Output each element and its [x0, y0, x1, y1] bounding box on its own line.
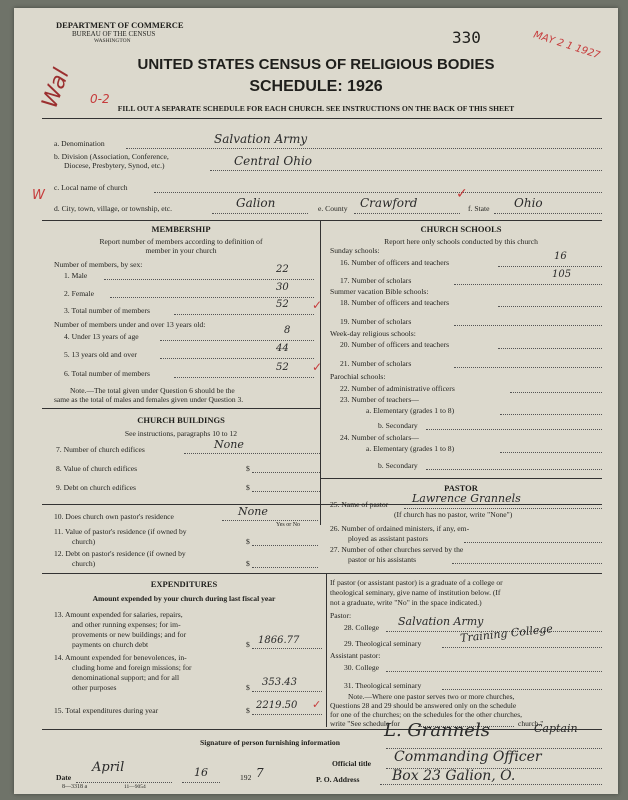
q8-dollar: $	[246, 464, 250, 473]
membership-bottom-rule	[42, 408, 320, 409]
q4-line	[160, 340, 314, 341]
date-day-value: 16	[194, 766, 208, 779]
membership-note-1: Note.—The total given under Question 6 should be the	[70, 386, 235, 395]
q11-label-1: 11. Value of pastor's residence (if owned by	[54, 527, 187, 536]
q22-line	[510, 392, 602, 393]
q18-label: 18. Number of officers and teachers	[340, 298, 450, 307]
q6-line	[174, 377, 314, 378]
city-label: d. City, town, village, or township, etc.	[54, 204, 173, 213]
parochial-schools-label: Parochial schools:	[330, 372, 386, 381]
date-year-digit: 7	[256, 766, 264, 780]
city-line	[212, 213, 308, 214]
signature-value: L. Grannels	[384, 720, 490, 741]
q4-label: 4. Under 13 years of age	[64, 332, 139, 341]
q4-value: 8	[284, 325, 291, 336]
pastor-note-5: church."	[518, 719, 544, 728]
state-label: f. State	[468, 204, 490, 213]
q15-label: 15. Total expenditures during year	[54, 706, 159, 715]
q13-label-4: payments on church debt	[72, 640, 149, 649]
q20-label: 20. Number of officers and teachers	[340, 340, 450, 349]
q14-label-4: other purposes	[72, 683, 117, 692]
signature-label: Signature of person furnishing information	[200, 738, 340, 747]
q18-line	[498, 306, 602, 307]
q23a-line	[500, 414, 602, 415]
q24-label: 24. Number of scholars—	[340, 433, 419, 442]
graduate-note-1: If pastor (or assistant pastor) is a graduate of a college or	[330, 578, 503, 587]
date-month-value: April	[92, 760, 125, 775]
date-day-line	[182, 782, 220, 783]
q13-line	[252, 648, 322, 649]
official-title-value: Commanding Officer	[394, 749, 542, 765]
age-intro-label: Number of members under and over 13 years old:	[54, 320, 206, 329]
q6-check-mark: ✓	[312, 360, 323, 374]
q21-label: 21. Number of scholars	[340, 359, 412, 368]
q12-label-1: 12. Debt on pastor's residence (if owned by	[54, 549, 186, 558]
membership-title: MEMBERSHIP	[151, 224, 211, 234]
q19-line	[454, 325, 602, 326]
pastor-note-3: for one of the churches; on the schedules for the other churches,	[330, 710, 523, 719]
division-label-1: b. Division (Association, Conference,	[54, 152, 169, 161]
q26-label-2: ployed as assistant pastors	[348, 534, 428, 543]
sunday-schools-label: Sunday schools:	[330, 246, 380, 255]
q3-check-mark: ✓	[312, 298, 323, 312]
vacation-schools-label: Summer vacation Bible schools:	[330, 287, 429, 296]
weekday-schools-label: Week-day religious schools:	[330, 329, 416, 338]
po-address-value: Box 23 Galion, O.	[392, 768, 516, 784]
q30-label: 30. College	[344, 663, 380, 672]
q23a-label: a. Elementary (grades 1 to 8)	[366, 406, 455, 415]
signature-rank: Captain	[534, 722, 578, 735]
q17-line	[454, 284, 602, 285]
q23b-label: b. Secondary	[378, 421, 418, 430]
q2-label: 2. Female	[64, 289, 94, 298]
q26-line	[464, 542, 602, 543]
q3-line	[174, 314, 314, 315]
footer-top-rule	[42, 729, 602, 730]
q29-label: 29. Theological seminary	[344, 639, 422, 648]
county-value: Crawford	[360, 196, 418, 210]
expenditures-intro: Amount expended by your church during last fiscal year	[92, 594, 276, 603]
division-value: Central Ohio	[234, 154, 313, 168]
q28-label: 28. College	[344, 623, 380, 632]
code-annotation: 0-2	[90, 92, 110, 106]
city-value: Galion	[236, 196, 276, 210]
pastor-title: PASTOR	[444, 483, 478, 493]
q11-label-2: church)	[72, 537, 96, 546]
q14-label-3: denominational support; and for all	[72, 673, 180, 682]
q10-yes-no-hint: Yes or No	[276, 522, 301, 528]
q13-value: 1866.77	[258, 635, 300, 646]
po-address-label: P. O. Address	[316, 775, 360, 784]
q5-label: 5. 13 years old and over	[64, 350, 137, 359]
q25-label: 25. Name of pastor	[330, 500, 389, 509]
q7-value: None	[214, 438, 244, 451]
lower-section-rule	[42, 573, 602, 574]
q3-label: 3. Total number of members	[64, 306, 151, 315]
q14-value: 353.43	[262, 677, 297, 688]
local-name-label: c. Local name of church	[54, 183, 128, 192]
expenditures-title: EXPENDITURES	[150, 579, 218, 589]
q5-line	[160, 358, 314, 359]
q11-dollar: $	[246, 537, 250, 546]
q8-label: 8. Value of church edifices	[56, 464, 138, 473]
q25-note: (If church has no pastor, write "None")	[394, 510, 513, 519]
buildings-intro: See instructions, paragraphs 10 to 12	[124, 429, 238, 438]
q17-label: 17. Number of scholars	[340, 276, 412, 285]
q21-line	[454, 367, 602, 368]
q3-value: 52	[276, 299, 289, 310]
q24b-label: b. Secondary	[378, 461, 418, 470]
q25-line	[404, 508, 602, 509]
q10-line	[222, 520, 318, 521]
q23b-line	[426, 429, 602, 430]
schools-bottom-rule	[320, 478, 602, 479]
q16-value: 16	[554, 251, 567, 262]
q24a-line	[500, 452, 602, 453]
census-schedule-sheet	[14, 8, 618, 794]
q9-dollar: $	[246, 483, 250, 492]
q13-label-1: 13. Amount expended for salaries, repairs,	[54, 610, 183, 619]
q13-dollar: $	[246, 640, 250, 649]
q30-line	[386, 671, 602, 672]
q25-value: Lawrence Grannels	[412, 492, 521, 505]
q27-label-1: 27. Number of other churches served by the	[330, 545, 464, 554]
q24b-line	[426, 469, 602, 470]
buildings-title: CHURCH BUILDINGS	[137, 415, 225, 425]
q31-line	[442, 689, 602, 690]
q14-line	[252, 691, 322, 692]
q15-value: 2219.50	[256, 700, 298, 711]
members-by-sex-label: Number of members, by sex:	[54, 260, 143, 269]
q13-label-3: provements or new buildings; and for	[72, 630, 187, 639]
wal-annotation: Wal	[37, 65, 75, 112]
graduate-note-2: theological seminary, give name of institution below. (If	[330, 588, 501, 597]
q14-label-1: 14. Amount expended for benevolences, in-	[54, 653, 187, 662]
q9-line	[252, 491, 320, 492]
city-label: WASHINGTON	[94, 38, 131, 44]
assistant-pastor-label: Assistant pastor:	[330, 651, 381, 660]
date-month-line	[76, 782, 172, 783]
q16-line	[498, 266, 602, 267]
membership-note-2: same as the total of males and females given under Question 3.	[54, 395, 244, 404]
county-check-mark: ✓	[456, 186, 468, 202]
pastor-note-2: Questions 28 and 29 should be answered only on the schedule	[330, 701, 517, 710]
q15-check-mark: ✓	[312, 698, 322, 711]
form-number: 8—3318 a	[62, 784, 88, 790]
q11-line	[252, 545, 318, 546]
q6-label: 6. Total number of members	[64, 369, 151, 378]
pastor-note-4: write "See schedule for	[330, 719, 400, 728]
q6-value: 52	[276, 362, 289, 373]
column-divider-lower	[326, 573, 327, 727]
margin-check-mark: W	[32, 188, 45, 203]
denomination-value: Salvation Army	[214, 132, 308, 146]
q15-line	[252, 714, 322, 715]
q9-label: 9. Debt on church edifices	[56, 483, 136, 492]
q5-value: 44	[276, 343, 289, 354]
q12-label-2: church)	[72, 559, 96, 568]
q8-line	[252, 472, 320, 473]
state-value: Ohio	[514, 196, 543, 210]
q17-value: 105	[552, 269, 572, 280]
q1-label: 1. Male	[64, 271, 88, 280]
schedule-number: 330	[452, 28, 481, 47]
q10-value: None	[238, 505, 268, 518]
schools-intro: Report here only schools conducted by this church	[384, 237, 538, 246]
print-number: 11—9054	[124, 784, 146, 790]
state-line	[494, 213, 602, 214]
q10-label: 10. Does church own pastor's residence	[54, 512, 174, 521]
bureau-label: BUREAU OF THE CENSUS	[72, 30, 156, 38]
q27-line	[452, 563, 602, 564]
q7-label: 7. Number of church edifices	[56, 445, 145, 454]
q14-label-2: cluding home and foreign missions; for	[72, 663, 192, 672]
section-top-rule	[42, 220, 602, 221]
q31-label: 31. Theological seminary	[344, 681, 422, 690]
q24a-label: a. Elementary (grades 1 to 8)	[366, 444, 455, 453]
date-label: Date	[56, 773, 72, 782]
q2-value: 30	[276, 282, 289, 293]
q28-value: Salvation Army	[398, 615, 484, 628]
graduate-note-3: not a graduate, write "No" in the space indicated.)	[330, 598, 482, 607]
q1-line	[104, 279, 314, 280]
q22-label: 22. Number of administrative officers	[340, 384, 455, 393]
q2-line	[110, 297, 314, 298]
membership-intro-1: Report number of members according to definition of	[99, 237, 263, 246]
q16-label: 16. Number of officers and teachers	[340, 258, 450, 267]
department-label: DEPARTMENT OF COMMERCE	[56, 20, 184, 30]
form-title: UNITED STATES CENSUS OF RELIGIOUS BODIES	[137, 56, 495, 73]
q12-line	[252, 567, 318, 568]
division-label-2: Diocese, Presbytery, Synod, etc.)	[64, 161, 165, 170]
received-date-stamp: MAY 2 1 1927	[531, 29, 602, 62]
q26-label-1: 26. Number of ordained ministers, if any, em-	[330, 524, 470, 533]
q20-line	[498, 348, 602, 349]
denomination-label: a. Denomination	[54, 139, 105, 148]
q7-line	[184, 453, 320, 454]
q13-label-2: and other running expenses; for im-	[72, 620, 181, 629]
q15-dollar: $	[246, 706, 250, 715]
q1-value: 22	[276, 264, 289, 275]
denomination-line	[126, 148, 602, 149]
schools-title: CHURCH SCHOOLS	[420, 224, 502, 234]
pastor-heading-label: Pastor:	[330, 611, 352, 620]
q12-dollar: $	[246, 559, 250, 568]
q29-value: Training College	[459, 622, 554, 645]
q29-line	[442, 647, 602, 648]
county-line	[354, 213, 460, 214]
q14-dollar: $	[246, 683, 250, 692]
local-name-line	[154, 192, 602, 193]
membership-intro-2: member in your church	[145, 246, 217, 255]
pastor-note-1: Note.—Where one pastor serves two or more churches,	[348, 692, 515, 701]
q23-label: 23. Number of teachers—	[340, 395, 419, 404]
header-rule	[42, 118, 602, 119]
q19-label: 19. Number of scholars	[340, 317, 412, 326]
county-label: e. County	[318, 204, 348, 213]
q27-label-2: pastor or his assistants	[348, 555, 417, 564]
official-title-label: Official title	[332, 759, 372, 768]
form-instruction: FILL OUT A SEPARATE SCHEDULE FOR EACH CHURCH. SEE INSTRUCTIONS ON THE BACK OF THIS SHEET	[117, 104, 515, 113]
date-year-prefix: 192	[240, 773, 252, 782]
form-subtitle: SCHEDULE: 1926	[249, 78, 383, 95]
po-address-line	[380, 784, 602, 785]
division-line	[210, 170, 602, 171]
